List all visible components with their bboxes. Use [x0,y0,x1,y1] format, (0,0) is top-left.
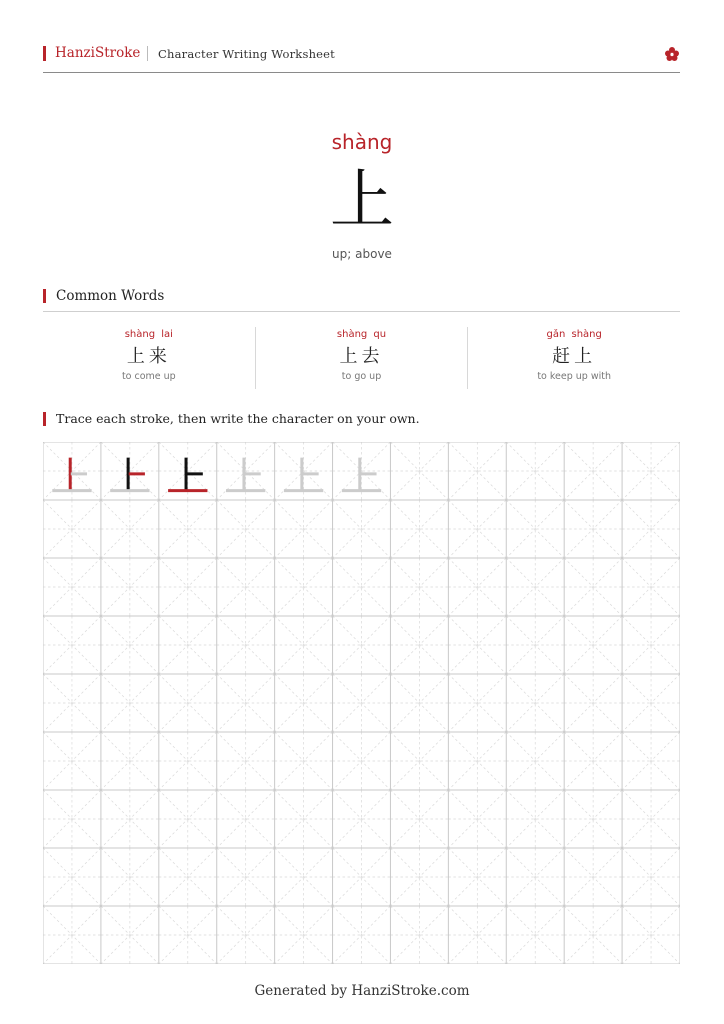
word-meaning: to keep up with [537,371,612,382]
character-meaning: up; above [332,247,392,261]
brand-accent-bar [43,46,46,61]
header-separator [147,46,148,61]
character-hanzi: 上 [330,164,394,238]
plum-blossom-icon [664,46,680,62]
word-pinyin: gǎn shàng [546,329,602,340]
character-pinyin: shàng [331,130,393,154]
worksheet-header [43,44,680,73]
worksheet-subtitle: Character Writing Worksheet [158,47,336,61]
word-item [43,327,255,389]
word-item [255,327,468,389]
word-hanzi: 上去 [339,346,384,367]
section-accent-bar [43,412,46,426]
trace-heading [43,412,680,430]
section-accent-bar [43,289,46,303]
common-words-title: Common Words [56,288,165,304]
common-words-heading [43,289,680,312]
footer-credit: Generated by HanziStroke.com [254,983,470,999]
word-item [467,327,680,389]
word-pinyin: shàng lai [124,329,173,340]
practice-grid[interactable] [43,442,680,964]
word-hanzi: 赶上 [552,346,597,367]
word-pinyin: shàng qu [336,329,387,340]
word-hanzi: 上来 [126,346,171,367]
common-words-list [43,327,680,389]
word-meaning: to come up [121,371,176,382]
brand-name: HanziStroke [55,45,141,61]
trace-instruction: Trace each stroke, then write the character on your own. [56,411,420,426]
word-meaning: to go up [341,371,382,382]
